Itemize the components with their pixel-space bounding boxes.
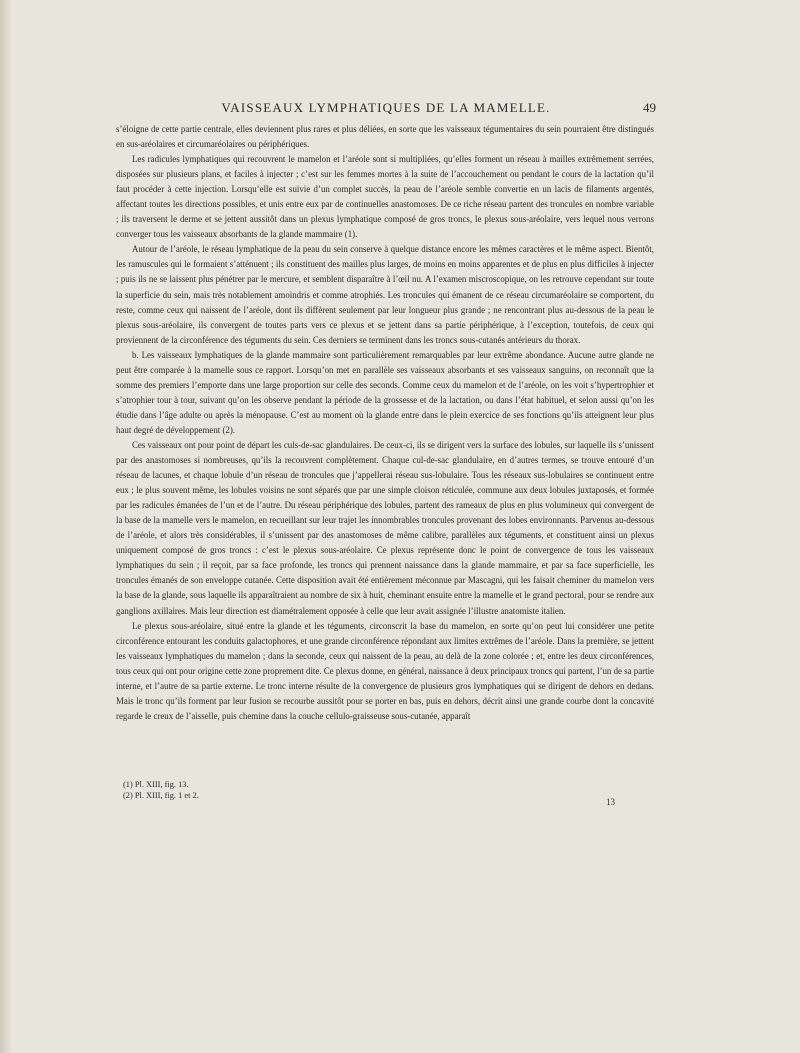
footnotes (123, 779, 423, 801)
running-title: VAISSEAUX LYMPHATIQUES DE LA MAMELLE. (221, 100, 551, 115)
paragraph: s’éloigne de cette partie centrale, elles deviennent plus rares et plus déliées, en sorte que les vaisseaux tégumentaires du sein pourraient être distingués en sus-aréolaires et circumaréolaires ou périphériques. (116, 124, 654, 150)
paragraph: Les radicules lymphatiques qui recouvrent le mamelon et l’aréole sont si multipliées, qu’elles forment un réseau à mailles extrêmement serrées, disposées sur plusieurs plans, et faciles à injecter ; c’est sur les femmes mortes à la suite de l’accouchement ou pendant le cours de la lactation qu’il faut procéder à cette injection. Lorsqu’elle est suivie d’un complet succès, la peau de l’aréole semble convertie en un lacis de filaments argentés, affectant toutes les directions possibles, et unis entre eux par de continuelles anastomoses. De ce riche réseau partent des troncules en nombre variable ; ils traversent le derme et se jettent aussitôt dans un plexus lymphatique composé de gros troncs, le plexus sous-aréolaire, vers lequel nous verrons converger tous les vaisseaux absorbants de la glande mammaire (1). (116, 154, 654, 240)
page-header (116, 100, 656, 122)
footnote: (1) Pl. XIII, fig. 13. (123, 780, 189, 789)
main-text (116, 122, 654, 724)
paragraph: Autour de l’aréole, le réseau lymphatique de la peau du sein conserve à quelque distance encore les mêmes caractères et le même aspect. Bientôt, les ramuscules qui le formaient s’atténuent ; ils constituent des mailles plus larges, de moins en moins apparentes et de plus en plus difficiles à injecter ; puis ils ne se laissent plus pénétrer par le mercure, et semblent disparaître à l’œil nu. A l’examen miscroscopique, on les retrouve cependant sur toute la superficie du sein, mais très notablement amoindris et comme atrophiés. Les troncules qui émanent de ce réseau circumaréolaire se comportent, du reste, comme ceux qui naissent de l’aréole, dont ils diffèrent seulement par leur longueur plus grande ; ne rencontrant plus au-dessous de la peau le plexus sous-aréolaire, ils convergent de toutes parts vers ce plexus et se jettent dans sa partie périphérique, à l’exception, toutefois, de ceux qui proviennent de la circonférence des téguments du sein. Ces derniers se terminent dans les troncs sous-cutanés antérieurs du thorax. (116, 244, 654, 345)
paragraph: Le plexus sous-aréolaire, situé entre la glande et les téguments, circonscrit la base du mamelon, en sorte qu’on peut lui considérer une petite circonférence entourant les conduits galactophores, et une grande circonférence répondant aux limites extrêmes de l’aréole. Dans la première, se jettent les vaisseaux lymphatiques du mamelon ; dans la seconde, ceux qui naissent de la peau, au delà de la zone colorée ; et, entre les deux circonférences, tous ceux qui ont pour origine cette zone proprement dite. Ce plexus donne, en général, naissance à deux principaux troncs qui partent, l’un de sa partie interne, et l’autre de sa partie externe. Le tronc interne résulte de la convergence de plusieurs gros lymphatiques qui se dirigent de dehors en dedans. Mais le tronc qu’ils forment par leur fusion se recourbe aussitôt pour se porter en bas, puis en dehors, décrit ainsi une grande courbe dont la concavité regarde le creux de l’aisselle, puis chemine dans la couche cellulo-graisseuse sous-cutanée, apparaît (116, 620, 654, 721)
paragraph: b. Les vaisseaux lymphatiques de la glande mammaire sont particulièrement remarquables par leur extrême abondance. Aucune autre glande ne peut être comparée à la mamelle sous ce rapport. Lorsqu’on met en parallèle ses vaisseaux absorbants et ses vaisseaux sanguins, on reconnaît que la somme des premiers l’emporte dans une large proportion sur celle des seconds. Comme ceux du mamelon et de l’aréole, on les voit s’hypertrophier et s’atrophier tour à tour, suivant qu’on les observe pendant la période de la grossesse et de la lactation, ou dans l’état habituel, et selon aussi qu’on les étudie dans l’âge adulte ou après la ménopause. C’est au moment où la glande entre dans le plein exercice de ses fonctions qu’ils atteignent leur plus haut degré de développement (2). (116, 349, 654, 435)
footnote: (2) Pl. XIII, fig. 1 et 2. (123, 791, 199, 800)
signature-mark: 13 (606, 797, 615, 807)
paragraph: Ces vaisseaux ont pour point de départ les culs-de-sac glandulaires. De ceux-ci, ils se dirigent vers la surface des lobules, sur laquelle ils s’unissent par des anastomoses si nombreuses, qu’ils la recouvrent complètement. Chaque cul-de-sac glandulaire, en d’autres termes, se trouve entouré d’un réseau de lacunes, et chaque lobule d’un réseau de troncules que j’appellerai réseau sus-lobulaire. Tous les réseaux sus-lobulaires se continuent entre eux ; le plus souvent même, les lobules voisins ne sont séparés que par une simple cloison réticulée, commune aux deux lobules juxtaposés, et formée par les radicules émanées de l’un et de l’autre. Du réseau périphérique des lobules, partent des rameaux de plus en plus volumineux qui convergent de la base de la mamelle vers le mamelon, en recueillant sur leur trajet les innombrables troncules provenant des lobes environnants. Parvenus au-dessous de l’aréole, et alors très considérables, il s’unissent par des anastomoses de même calibre, parallèles aux téguments, et constituent ainsi un plexus uniquement composé de gros troncs : c’est le plexus sous-aréolaire. Ce plexus représente donc le point de convergence de tous les vaisseaux lymphatiques du sein ; il reçoit, par sa face profonde, les troncs qui prennent naissance dans la glande mammaire, et par sa face superficielle, les troncules émanés de son enveloppe cutanée. Cette disposition avait été entièrement méconnue par Mascagni, qui les faisait cheminer du mamelon vers la base de la glande, sous laquelle ils apparaîtraient au nombre de six à huit, cheminant ensuite entre la mamelle et le grand pectoral, pour se rendre aux ganglions axillaires. Mais leur direction est diamétralement opposée à celle que leur avait assignée l’illustre anatomiste italien. (116, 439, 654, 616)
page-number: 49 (643, 100, 656, 115)
